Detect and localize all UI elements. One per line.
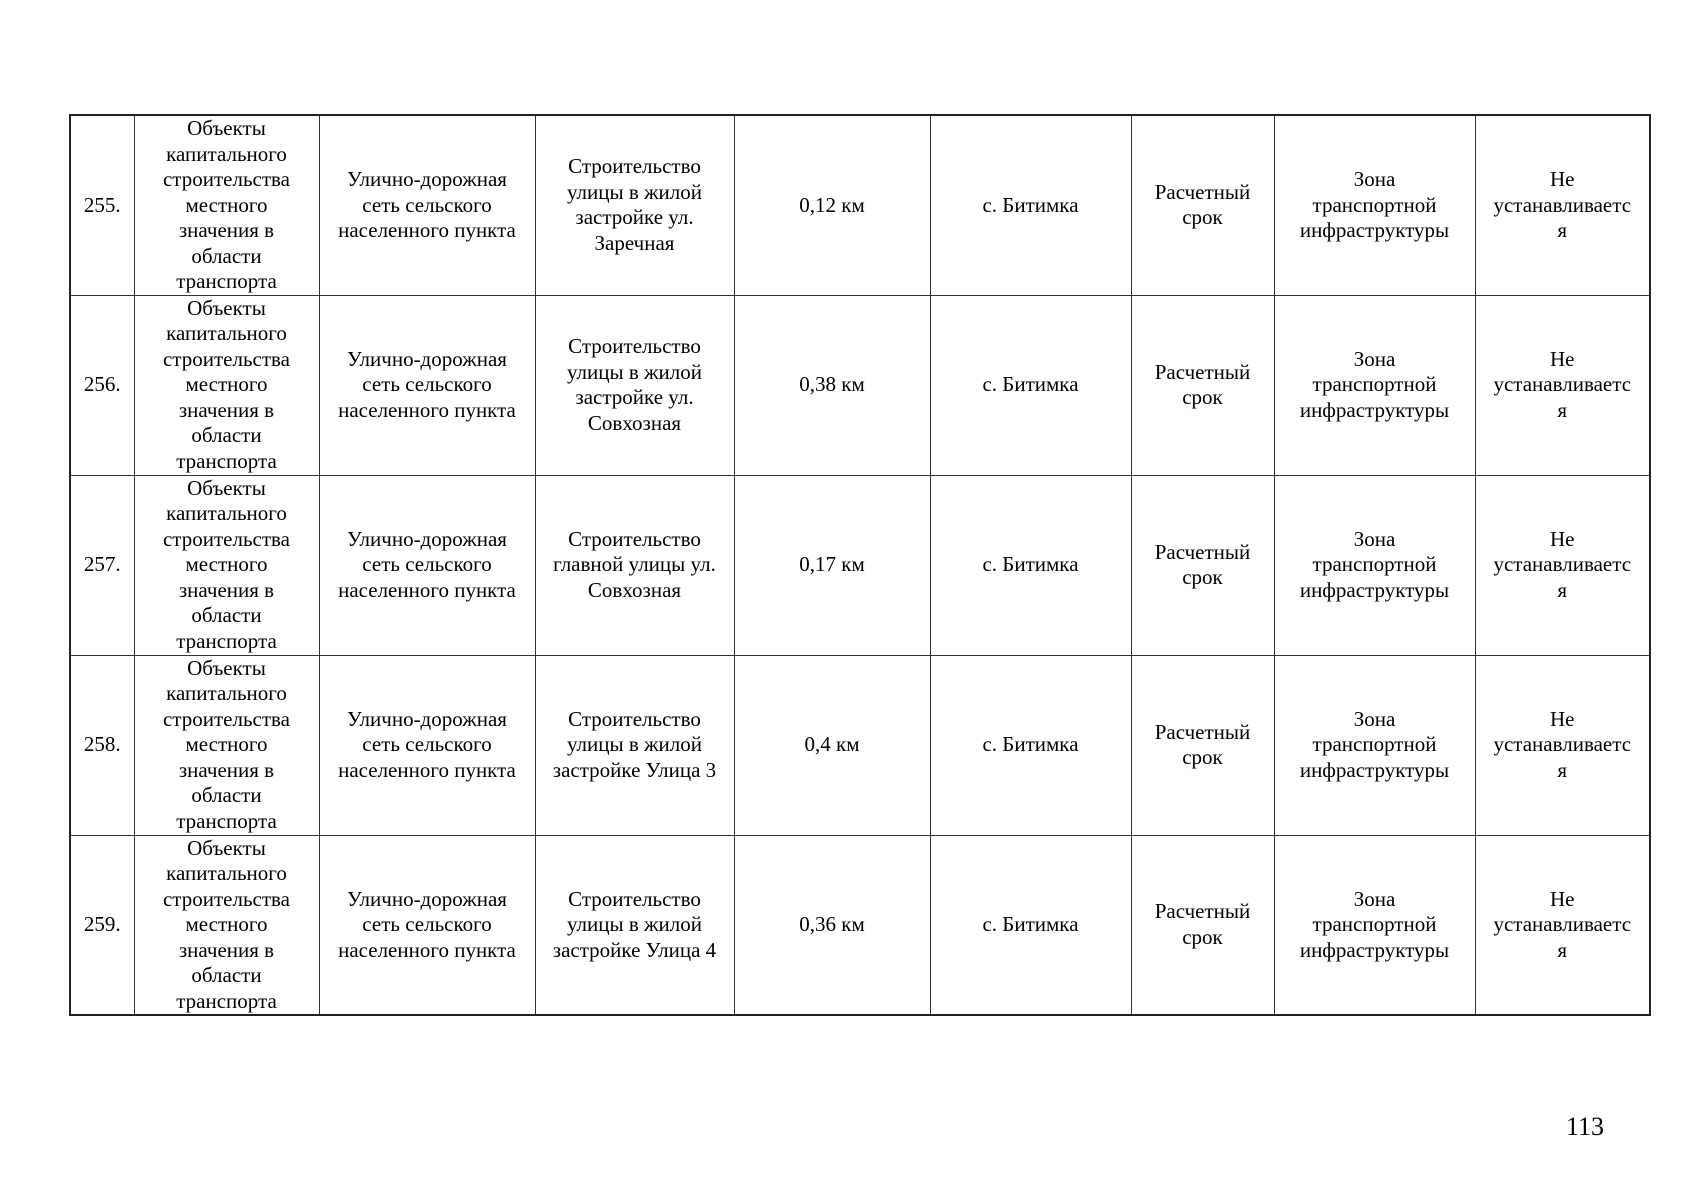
protection-zone-cell: Не устанавливаетс я xyxy=(1475,475,1650,655)
zone-cell: Зона транспортной инфраструктуры xyxy=(1274,115,1475,295)
length-cell: 0,17 км xyxy=(734,475,930,655)
zone-cell: Зона транспортной инфраструктуры xyxy=(1274,655,1475,835)
description-cell: Строительство главной улицы ул. Совхозная xyxy=(535,475,734,655)
term-cell: Расчетный срок xyxy=(1131,115,1274,295)
table-row xyxy=(70,475,1650,655)
category-cell: Объекты капитального строительства местного значения в области транспорта xyxy=(134,835,319,1015)
table-row xyxy=(70,115,1650,295)
term-cell: Расчетный срок xyxy=(1131,295,1274,475)
length-cell: 0,38 км xyxy=(734,295,930,475)
description-cell: Строительство улицы в жилой застройке ул. Совхозная xyxy=(535,295,734,475)
location-cell: с. Битимка xyxy=(930,475,1131,655)
description-cell: Строительство улицы в жилой застройке Улица 3 xyxy=(535,655,734,835)
length-cell: 0,36 км xyxy=(734,835,930,1015)
protection-zone-cell: Не устанавливаетс я xyxy=(1475,115,1650,295)
description-cell: Строительство улицы в жилой застройке ул. Заречная xyxy=(535,115,734,295)
object-type-cell: Улично-дорожная сеть сельского населенного пункта xyxy=(319,835,535,1015)
category-cell: Объекты капитального строительства местного значения в области транспорта xyxy=(134,295,319,475)
page-number: 113 xyxy=(1565,1112,1604,1141)
table-row xyxy=(70,295,1650,475)
length-cell: 0,4 км xyxy=(734,655,930,835)
protection-zone-cell: Не устанавливаетс я xyxy=(1475,655,1650,835)
protection-zone-cell: Не устанавливаетс я xyxy=(1475,295,1650,475)
category-cell: Объекты капитального строительства местного значения в области транспорта xyxy=(134,115,319,295)
length-cell: 0,12 км xyxy=(734,115,930,295)
description-cell: Строительство улицы в жилой застройке Улица 4 xyxy=(535,835,734,1015)
object-type-cell: Улично-дорожная сеть сельского населенного пункта xyxy=(319,475,535,655)
row-number-cell: 256. xyxy=(70,295,134,475)
location-cell: с. Битимка xyxy=(930,295,1131,475)
object-type-cell: Улично-дорожная сеть сельского населенного пункта xyxy=(319,115,535,295)
location-cell: с. Битимка xyxy=(930,115,1131,295)
term-cell: Расчетный срок xyxy=(1131,655,1274,835)
row-number-cell: 257. xyxy=(70,475,134,655)
zone-cell: Зона транспортной инфраструктуры xyxy=(1274,475,1475,655)
objects-table xyxy=(69,114,1651,1016)
term-cell: Расчетный срок xyxy=(1131,475,1274,655)
location-cell: с. Битимка xyxy=(930,655,1131,835)
row-number-cell: 258. xyxy=(70,655,134,835)
category-cell: Объекты капитального строительства местного значения в области транспорта xyxy=(134,475,319,655)
zone-cell: Зона транспортной инфраструктуры xyxy=(1274,295,1475,475)
row-number-cell: 255. xyxy=(70,115,134,295)
zone-cell: Зона транспортной инфраструктуры xyxy=(1274,835,1475,1015)
row-number-cell: 259. xyxy=(70,835,134,1015)
table-row xyxy=(70,835,1650,1015)
object-type-cell: Улично-дорожная сеть сельского населенного пункта xyxy=(319,295,535,475)
table-row xyxy=(70,655,1650,835)
term-cell: Расчетный срок xyxy=(1131,835,1274,1015)
protection-zone-cell: Не устанавливаетс я xyxy=(1475,835,1650,1015)
category-cell: Объекты капитального строительства местного значения в области транспорта xyxy=(134,655,319,835)
object-type-cell: Улично-дорожная сеть сельского населенного пункта xyxy=(319,655,535,835)
location-cell: с. Битимка xyxy=(930,835,1131,1015)
